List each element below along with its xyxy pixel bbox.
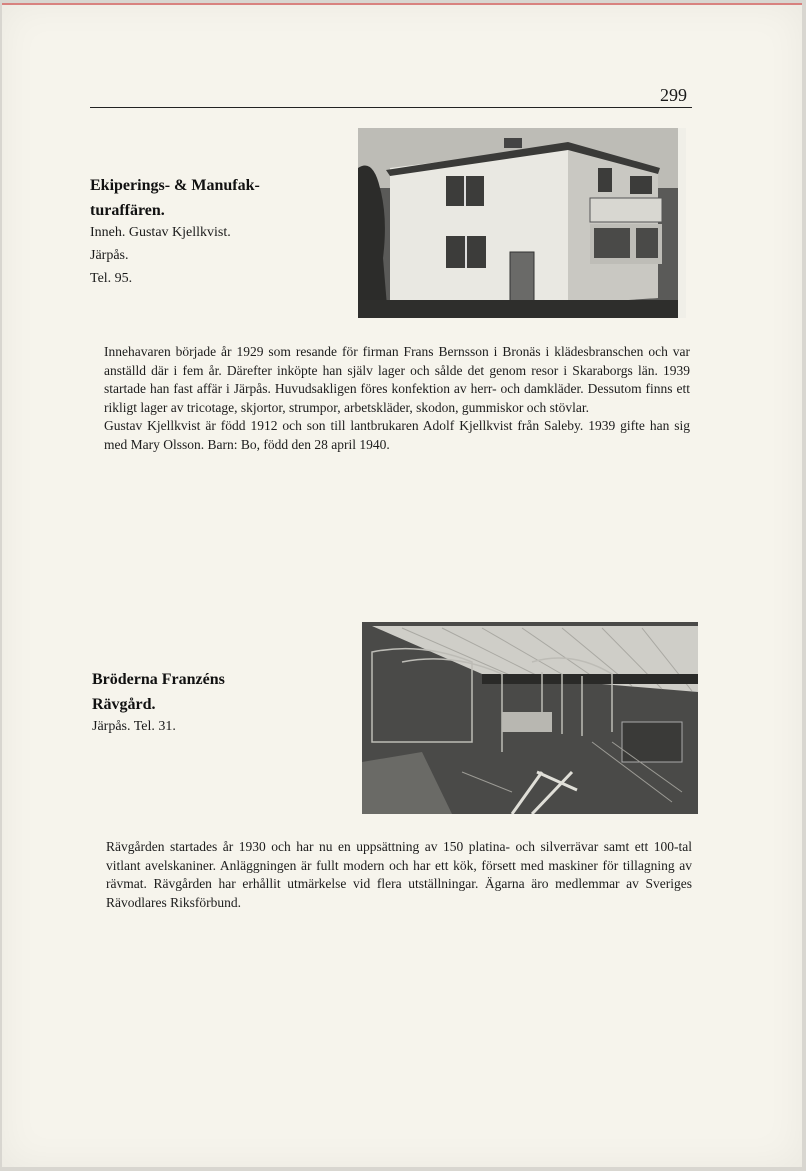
entry-1-location: Järpås. bbox=[90, 248, 129, 263]
fox-farm-photo bbox=[362, 622, 698, 814]
entry-1-owner: Inneh. Gustav Kjellkvist. bbox=[90, 225, 231, 240]
entry-2-title-line-2: Rävgård. bbox=[92, 696, 156, 713]
header-rule bbox=[90, 107, 692, 108]
entry-2-title-line-1: Bröderna Franzéns bbox=[92, 671, 225, 688]
entry-1-paragraph-1: Innehavaren började år 1929 som resande för firman Frans Bernsson i Bronäs i klädesbranschen och var anställd där i fem år. Därefter inköpte han själv lager och sålde det genom resor i Skaraborgs län. 1939 startade han fast affär i Järpås. Huvudsakligen föres konfektion av herr- och damkläder. Dessutom finns ett rikligt lager av tricotage, skjortor, strumpor, arbetskläder, skodon, gummiskor och stövlar. bbox=[104, 344, 690, 415]
entry-1-body bbox=[104, 343, 690, 454]
entry-2-body bbox=[106, 838, 692, 912]
top-edge-line bbox=[2, 3, 802, 5]
entry-1-paragraph-2: Gustav Kjellkvist är född 1912 och son till lantbrukaren Adolf Kjellkvist från Saleby. 1939 gifte han sig med Mary Olsson. Barn: Bo, född den 28 april 1940. bbox=[104, 418, 690, 452]
entry-1-title-line-1: Ekiperings- & Manufak- bbox=[90, 177, 260, 194]
house-photo bbox=[358, 128, 686, 318]
entry-1-title-line-2: turaffären. bbox=[90, 202, 165, 219]
document-page bbox=[2, 3, 802, 1167]
entry-2-location-phone: Järpås. Tel. 31. bbox=[92, 719, 176, 734]
entry-2-paragraph-1: Rävgården startades år 1930 och har nu en uppsättning av 150 platina- och silverrävar samt ett 100-tal vitlant avelskaniner. Anläggningen är fullt modern och har ett kök, försett med maskiner för tillagning av rävmat. Rävgården har erhållit utmärkelse vid flera utställningar. Ägarna äro medlemmar av Sveriges Rävodlares Riksförbund. bbox=[106, 839, 692, 910]
entry-1-phone: Tel. 95. bbox=[90, 271, 133, 286]
page-number: 299 bbox=[660, 85, 687, 105]
